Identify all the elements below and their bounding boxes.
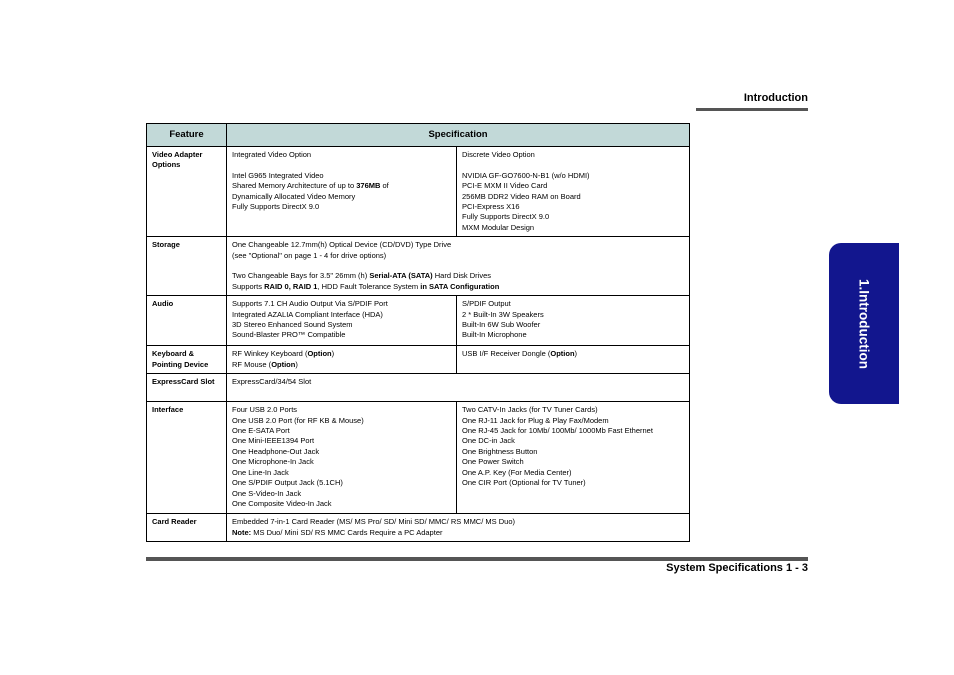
spec-line: S/PDIF Output xyxy=(462,299,511,309)
spec-line: Four USB 2.0 Ports xyxy=(232,405,298,415)
spec-line: 2 * Built-In 3W Speakers xyxy=(462,309,544,319)
spec-line: One RJ-45 Jack for 10Mb/ 100Mb/ 1000Mb Fast Ethernet xyxy=(462,426,653,436)
spec-line: One Mini-IEEE1394 Port xyxy=(232,436,315,446)
spec-line: Dynamically Allocated Video Memory xyxy=(232,191,356,201)
spec-interface-left xyxy=(227,402,457,514)
spec-line: PCI-Express X16 xyxy=(462,202,520,212)
spec-interface-right xyxy=(457,402,690,514)
header-specification: Specification xyxy=(227,124,690,147)
spec-line: 3D Stereo Enhanced Sound System xyxy=(232,320,353,330)
spec-line: PCI-E MXM II Video Card xyxy=(462,181,548,191)
table-row xyxy=(147,402,690,514)
spec-line: Shared Memory Architecture of up to 376MB of xyxy=(232,181,389,191)
feature-video: Video Adapter Options xyxy=(147,147,227,237)
spec-line: Built-In Microphone xyxy=(462,330,527,340)
spec-line: USB I/F Receiver Dongle (Option) xyxy=(462,349,578,359)
spec-line: Fully Supports DirectX 9.0 xyxy=(232,202,320,212)
table-row xyxy=(147,514,690,542)
header-feature: Feature xyxy=(147,124,227,147)
table-row xyxy=(147,346,690,374)
spec-line: One DC-in Jack xyxy=(462,436,515,446)
spec-line: Embedded 7-in-1 Card Reader (MS/ MS Pro/ SD/ Mini SD/ MMC/ RS MMC/ MS Duo) xyxy=(232,517,515,527)
spec-line: Intel G965 Integrated Video xyxy=(232,170,324,180)
footer-rule xyxy=(146,557,808,561)
spec-line: One Changeable 12.7mm(h) Optical Device (CD/DVD) Type Drive xyxy=(232,240,452,250)
spec-line: One Line-In Jack xyxy=(232,467,289,477)
spec-line: One USB 2.0 Port (for RF KB & Mouse) xyxy=(232,415,364,425)
feature-keyboard: Keyboard & Pointing Device xyxy=(147,346,227,374)
spec-line: MXM Modular Design xyxy=(462,222,535,232)
spec-line: Integrated Video Option xyxy=(232,150,312,159)
chapter-tab xyxy=(829,243,899,404)
spec-line: Fully Supports DirectX 9.0 xyxy=(462,212,550,222)
spec-line: Note: MS Duo/ Mini SD/ RS MMC Cards Require a PC Adapter xyxy=(232,527,443,537)
spec-keyboard-right xyxy=(457,346,690,374)
spec-table xyxy=(146,123,690,542)
spec-line: RF Winkey Keyboard (Option) xyxy=(232,349,335,359)
table-row xyxy=(147,374,690,402)
page-footer: System Specifications 1 - 3 xyxy=(666,562,808,574)
spec-line: RF Mouse (Option) xyxy=(232,359,298,369)
spec-line: One E-SATA Port xyxy=(232,426,290,436)
spec-line: Integrated AZALIA Compliant Interface (HDA) xyxy=(232,309,383,319)
spec-line: ExpressCard/34/54 Slot xyxy=(232,377,312,387)
spec-line: Discrete Video Option xyxy=(462,150,535,159)
spec-line: Supports RAID 0, RAID 1, HDD Fault Tolerance System in SATA Configuration xyxy=(232,281,500,291)
spec-line: Sound-Blaster PRO™ Compatible xyxy=(232,330,346,340)
spec-line: (see "Optional" on page 1 - 4 for drive options) xyxy=(232,250,387,260)
table-row xyxy=(147,147,690,237)
spec-line: One Composite Video-In Jack xyxy=(232,498,332,508)
feature-expresscard: ExpressCard Slot xyxy=(147,374,227,402)
spec-storage xyxy=(227,237,690,296)
spec-line: One A.P. Key (For Media Center) xyxy=(462,467,572,477)
spec-video-integrated xyxy=(227,147,457,237)
spec-line: Supports 7.1 CH Audio Output Via S/PDIF Port xyxy=(232,299,388,309)
spec-line: One S-Video-In Jack xyxy=(232,488,302,498)
spec-line: Two CATV-In Jacks (for TV Tuner Cards) xyxy=(462,405,598,415)
spec-line: One RJ-11 Jack for Plug & Play Fax/Modem xyxy=(462,415,609,425)
feature-audio: Audio xyxy=(147,296,227,346)
table-row xyxy=(147,237,690,296)
spec-cardreader xyxy=(227,514,690,542)
spec-line: One S/PDIF Output Jack (5.1CH) xyxy=(232,478,343,488)
spec-line: NVIDIA GF-GO7600-N-B1 (w/o HDMI) xyxy=(462,170,590,180)
table-row xyxy=(147,296,690,346)
spec-line: One Brightness Button xyxy=(462,446,538,456)
spec-audio-right xyxy=(457,296,690,346)
section-title: Introduction xyxy=(743,92,808,104)
spec-line: One Power Switch xyxy=(462,457,524,467)
spec-line: Built-In 6W Sub Woofer xyxy=(462,320,541,330)
feature-storage: Storage xyxy=(147,237,227,296)
spec-line: Two Changeable Bays for 3.5" 26mm (h) Serial-ATA (SATA) Hard Disk Drives xyxy=(232,271,491,281)
header-rule xyxy=(696,108,808,111)
spec-line: 256MB DDR2 Video RAM on Board xyxy=(462,191,581,201)
spec-expresscard xyxy=(227,374,690,402)
spec-line: One CIR Port (Optional for TV Tuner) xyxy=(462,478,586,488)
spec-audio-left xyxy=(227,296,457,346)
feature-interface: Interface xyxy=(147,402,227,514)
chapter-tab-label: 1.Introduction xyxy=(856,278,872,369)
feature-cardreader: Card Reader xyxy=(147,514,227,542)
spec-line: One Headphone-Out Jack xyxy=(232,446,320,456)
spec-video-discrete xyxy=(457,147,690,237)
table-header-row xyxy=(147,124,690,147)
spec-keyboard-left xyxy=(227,346,457,374)
spec-line: One Microphone-In Jack xyxy=(232,457,314,467)
